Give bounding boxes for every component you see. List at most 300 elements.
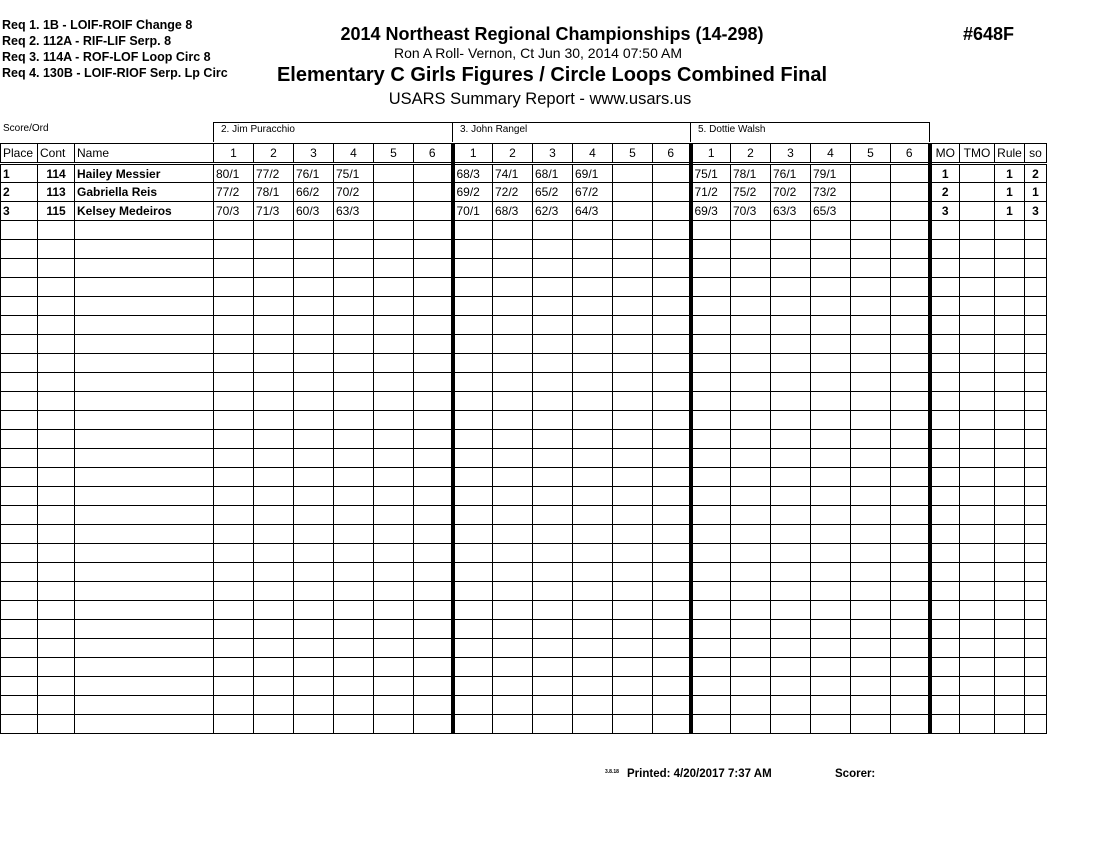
empty-cell xyxy=(811,658,851,677)
empty-cell xyxy=(995,449,1025,468)
empty-cell xyxy=(653,449,691,468)
empty-cell xyxy=(851,392,891,411)
empty-cell xyxy=(533,639,573,658)
empty-cell xyxy=(414,544,453,563)
empty-cell xyxy=(613,392,653,411)
score-cell xyxy=(613,183,653,202)
scorer-label: Scorer: xyxy=(835,768,876,780)
empty-cell xyxy=(960,278,995,297)
empty-cell xyxy=(731,335,771,354)
empty-cell xyxy=(453,411,493,430)
empty-cell xyxy=(1,563,38,582)
empty-cell xyxy=(811,601,851,620)
empty-cell xyxy=(573,468,613,487)
empty-cell xyxy=(851,316,891,335)
empty-cell xyxy=(214,696,254,715)
empty-cell xyxy=(960,373,995,392)
empty-cell xyxy=(334,392,374,411)
empty-cell xyxy=(254,506,294,525)
j2-fig-1: 1 xyxy=(453,144,493,164)
empty-cell xyxy=(493,506,533,525)
empty-cell xyxy=(811,544,851,563)
empty-cell xyxy=(960,221,995,240)
empty-cell xyxy=(995,620,1025,639)
empty-cell xyxy=(414,620,453,639)
empty-cell xyxy=(214,677,254,696)
empty-row xyxy=(1,639,1047,658)
empty-cell xyxy=(995,430,1025,449)
empty-cell xyxy=(1025,392,1047,411)
empty-cell xyxy=(75,639,214,658)
empty-cell xyxy=(960,544,995,563)
empty-cell xyxy=(851,278,891,297)
empty-cell xyxy=(214,544,254,563)
empty-cell xyxy=(891,620,930,639)
empty-cell xyxy=(891,468,930,487)
table-row xyxy=(1,202,1047,221)
empty-row xyxy=(1,506,1047,525)
empty-cell xyxy=(493,658,533,677)
empty-cell xyxy=(960,449,995,468)
event-number: #648F xyxy=(963,24,1015,44)
score-cell: 69/1 xyxy=(573,164,613,183)
requirement-3: Req 3. 114A - ROF-LOF Loop Circ 8 xyxy=(2,50,211,64)
empty-cell xyxy=(374,354,414,373)
empty-cell xyxy=(214,259,254,278)
empty-cell xyxy=(414,696,453,715)
empty-cell xyxy=(374,297,414,316)
empty-cell xyxy=(214,487,254,506)
empty-cell xyxy=(891,449,930,468)
empty-cell xyxy=(995,240,1025,259)
empty-cell xyxy=(771,221,811,240)
empty-cell xyxy=(334,221,374,240)
empty-cell xyxy=(811,392,851,411)
score-cell xyxy=(374,202,414,221)
empty-cell xyxy=(374,506,414,525)
empty-cell xyxy=(573,658,613,677)
empty-cell xyxy=(930,487,960,506)
empty-row xyxy=(1,278,1047,297)
empty-cell xyxy=(771,506,811,525)
empty-cell xyxy=(613,297,653,316)
empty-cell xyxy=(731,544,771,563)
empty-cell xyxy=(254,316,294,335)
empty-cell xyxy=(691,468,731,487)
empty-cell xyxy=(214,392,254,411)
empty-cell xyxy=(573,506,613,525)
empty-cell xyxy=(294,449,334,468)
empty-cell xyxy=(573,278,613,297)
empty-cell xyxy=(533,221,573,240)
score-cell: 65/3 xyxy=(811,202,851,221)
empty-cell xyxy=(493,373,533,392)
empty-cell xyxy=(891,563,930,582)
empty-cell xyxy=(653,335,691,354)
empty-cell xyxy=(731,354,771,373)
score-cell: 65/2 xyxy=(533,183,573,202)
empty-cell xyxy=(294,392,334,411)
empty-cell xyxy=(573,715,613,734)
empty-cell xyxy=(533,259,573,278)
empty-cell xyxy=(653,240,691,259)
empty-cell xyxy=(294,544,334,563)
empty-row xyxy=(1,316,1047,335)
empty-cell xyxy=(453,449,493,468)
empty-cell xyxy=(214,506,254,525)
empty-cell xyxy=(930,582,960,601)
empty-cell xyxy=(930,601,960,620)
empty-cell xyxy=(254,335,294,354)
empty-cell xyxy=(995,221,1025,240)
empty-cell xyxy=(995,468,1025,487)
empty-cell xyxy=(851,715,891,734)
empty-cell xyxy=(254,468,294,487)
empty-cell xyxy=(891,240,930,259)
empty-cell xyxy=(811,259,851,278)
empty-cell xyxy=(613,468,653,487)
empty-cell xyxy=(930,525,960,544)
score-cell xyxy=(851,164,891,183)
empty-cell xyxy=(254,259,294,278)
empty-cell xyxy=(75,449,214,468)
empty-cell xyxy=(374,582,414,601)
empty-cell xyxy=(573,544,613,563)
empty-cell xyxy=(1,221,38,240)
empty-cell xyxy=(1025,658,1047,677)
empty-cell xyxy=(573,601,613,620)
empty-cell xyxy=(75,601,214,620)
empty-cell xyxy=(254,392,294,411)
empty-cell xyxy=(1,677,38,696)
empty-cell xyxy=(811,487,851,506)
empty-cell xyxy=(691,278,731,297)
empty-cell xyxy=(573,392,613,411)
empty-cell xyxy=(771,240,811,259)
empty-cell xyxy=(851,658,891,677)
empty-cell xyxy=(851,335,891,354)
empty-cell xyxy=(851,449,891,468)
empty-cell xyxy=(573,316,613,335)
empty-cell xyxy=(374,525,414,544)
empty-row xyxy=(1,715,1047,734)
empty-cell xyxy=(493,411,533,430)
empty-cell xyxy=(1,525,38,544)
empty-cell xyxy=(254,696,294,715)
empty-cell xyxy=(75,582,214,601)
empty-cell xyxy=(573,449,613,468)
empty-cell xyxy=(254,278,294,297)
empty-cell xyxy=(691,639,731,658)
empty-cell xyxy=(493,677,533,696)
empty-cell xyxy=(930,316,960,335)
empty-cell xyxy=(995,297,1025,316)
empty-cell xyxy=(1,392,38,411)
empty-cell xyxy=(334,316,374,335)
empty-cell xyxy=(75,392,214,411)
empty-cell xyxy=(493,240,533,259)
judge-header-2: 3. John Rangel xyxy=(452,122,691,142)
empty-cell xyxy=(1025,677,1047,696)
place-cell: 3 xyxy=(1,202,38,221)
empty-cell xyxy=(294,487,334,506)
empty-cell xyxy=(1,240,38,259)
empty-cell xyxy=(1,430,38,449)
score-cell: 70/1 xyxy=(453,202,493,221)
empty-cell xyxy=(691,221,731,240)
empty-cell xyxy=(811,354,851,373)
empty-cell xyxy=(960,601,995,620)
empty-cell xyxy=(533,316,573,335)
empty-cell xyxy=(771,696,811,715)
empty-cell xyxy=(214,563,254,582)
empty-cell xyxy=(334,335,374,354)
empty-cell xyxy=(930,468,960,487)
empty-cell xyxy=(771,544,811,563)
empty-cell xyxy=(214,715,254,734)
empty-cell xyxy=(613,525,653,544)
empty-cell xyxy=(38,354,75,373)
version-label: 3.8.18 xyxy=(605,769,619,775)
empty-cell xyxy=(653,430,691,449)
empty-cell xyxy=(960,240,995,259)
empty-cell xyxy=(1025,696,1047,715)
venue-datetime: Ron A Roll- Vernon, Ct Jun 30, 2014 07:50 AM xyxy=(394,45,682,61)
empty-cell xyxy=(75,335,214,354)
empty-cell xyxy=(294,715,334,734)
empty-cell xyxy=(995,392,1025,411)
empty-cell xyxy=(731,411,771,430)
empty-cell xyxy=(374,658,414,677)
empty-cell xyxy=(930,696,960,715)
empty-cell xyxy=(691,677,731,696)
empty-cell xyxy=(334,240,374,259)
empty-cell xyxy=(1,335,38,354)
empty-cell xyxy=(930,411,960,430)
empty-cell xyxy=(1025,468,1047,487)
empty-cell xyxy=(294,411,334,430)
empty-cell xyxy=(414,221,453,240)
empty-cell xyxy=(38,506,75,525)
empty-cell xyxy=(771,563,811,582)
empty-cell xyxy=(653,525,691,544)
empty-cell xyxy=(38,316,75,335)
empty-cell xyxy=(811,639,851,658)
empty-cell xyxy=(334,620,374,639)
empty-cell xyxy=(294,506,334,525)
empty-cell xyxy=(334,278,374,297)
empty-cell xyxy=(1,639,38,658)
empty-cell xyxy=(573,354,613,373)
score-cell: 63/3 xyxy=(334,202,374,221)
empty-cell xyxy=(1025,373,1047,392)
empty-row xyxy=(1,430,1047,449)
empty-cell xyxy=(493,316,533,335)
empty-cell xyxy=(294,373,334,392)
empty-cell xyxy=(731,620,771,639)
empty-cell xyxy=(851,620,891,639)
empty-cell xyxy=(374,677,414,696)
empty-cell xyxy=(891,316,930,335)
empty-cell xyxy=(573,620,613,639)
empty-cell xyxy=(374,601,414,620)
empty-cell xyxy=(771,259,811,278)
empty-cell xyxy=(653,487,691,506)
empty-cell xyxy=(653,259,691,278)
empty-cell xyxy=(960,354,995,373)
empty-cell xyxy=(851,411,891,430)
empty-cell xyxy=(691,696,731,715)
empty-cell xyxy=(1,411,38,430)
empty-cell xyxy=(691,449,731,468)
empty-cell xyxy=(771,430,811,449)
empty-cell xyxy=(891,259,930,278)
empty-cell xyxy=(573,240,613,259)
empty-cell xyxy=(573,563,613,582)
score-cell: 63/3 xyxy=(771,202,811,221)
empty-cell xyxy=(960,392,995,411)
rule-cell: 1 xyxy=(995,164,1025,183)
score-cell: 70/2 xyxy=(771,183,811,202)
score-cell: 69/2 xyxy=(453,183,493,202)
empty-cell xyxy=(254,354,294,373)
empty-cell xyxy=(214,240,254,259)
empty-cell xyxy=(930,335,960,354)
judge-header-1: 2. Jim Puracchio xyxy=(213,122,453,142)
empty-cell xyxy=(254,449,294,468)
score-cell: 73/2 xyxy=(811,183,851,202)
j1-fig-3: 3 xyxy=(294,144,334,164)
empty-cell xyxy=(214,411,254,430)
empty-cell xyxy=(960,677,995,696)
empty-cell xyxy=(493,468,533,487)
score-cell: 76/1 xyxy=(771,164,811,183)
empty-cell xyxy=(731,525,771,544)
score-cell xyxy=(414,164,453,183)
empty-cell xyxy=(254,297,294,316)
score-cell xyxy=(613,164,653,183)
empty-cell xyxy=(891,221,930,240)
empty-cell xyxy=(294,677,334,696)
empty-cell xyxy=(653,221,691,240)
empty-cell xyxy=(38,601,75,620)
empty-cell xyxy=(334,582,374,601)
empty-cell xyxy=(374,430,414,449)
results-table xyxy=(0,143,1047,734)
empty-cell xyxy=(811,335,851,354)
empty-cell xyxy=(493,525,533,544)
empty-cell xyxy=(493,449,533,468)
empty-cell xyxy=(75,430,214,449)
empty-cell xyxy=(414,411,453,430)
empty-cell xyxy=(38,677,75,696)
empty-cell xyxy=(294,297,334,316)
empty-cell xyxy=(691,411,731,430)
empty-cell xyxy=(38,582,75,601)
empty-cell xyxy=(453,354,493,373)
empty-cell xyxy=(573,582,613,601)
empty-cell xyxy=(533,582,573,601)
empty-cell xyxy=(613,601,653,620)
empty-cell xyxy=(691,620,731,639)
empty-row xyxy=(1,677,1047,696)
empty-cell xyxy=(930,506,960,525)
empty-cell xyxy=(1,582,38,601)
empty-cell xyxy=(995,278,1025,297)
empty-cell xyxy=(294,601,334,620)
empty-cell xyxy=(414,316,453,335)
empty-cell xyxy=(930,430,960,449)
empty-cell xyxy=(653,506,691,525)
empty-cell xyxy=(334,354,374,373)
empty-cell xyxy=(38,696,75,715)
score-cell xyxy=(653,202,691,221)
empty-cell xyxy=(573,430,613,449)
empty-cell xyxy=(995,506,1025,525)
empty-cell xyxy=(414,392,453,411)
empty-cell xyxy=(533,240,573,259)
event-title: Elementary C Girls Figures / Circle Loops Combined Final xyxy=(276,64,828,86)
empty-cell xyxy=(374,240,414,259)
so-cell: 2 xyxy=(1025,164,1047,183)
empty-cell xyxy=(453,544,493,563)
empty-cell xyxy=(414,354,453,373)
empty-cell xyxy=(493,297,533,316)
empty-cell xyxy=(851,506,891,525)
empty-cell xyxy=(294,221,334,240)
empty-cell xyxy=(453,658,493,677)
empty-cell xyxy=(533,487,573,506)
empty-row xyxy=(1,696,1047,715)
empty-cell xyxy=(771,354,811,373)
j1-fig-4: 4 xyxy=(334,144,374,164)
empty-cell xyxy=(38,544,75,563)
empty-cell xyxy=(38,221,75,240)
empty-cell xyxy=(771,449,811,468)
empty-cell xyxy=(254,525,294,544)
empty-cell xyxy=(960,297,995,316)
empty-cell xyxy=(573,297,613,316)
score-cell xyxy=(414,183,453,202)
empty-cell xyxy=(294,696,334,715)
empty-cell xyxy=(891,696,930,715)
empty-cell xyxy=(653,354,691,373)
empty-cell xyxy=(414,525,453,544)
empty-cell xyxy=(731,297,771,316)
empty-cell xyxy=(731,392,771,411)
empty-cell xyxy=(995,677,1025,696)
empty-cell xyxy=(254,373,294,392)
empty-cell xyxy=(214,354,254,373)
empty-cell xyxy=(811,677,851,696)
empty-row xyxy=(1,259,1047,278)
empty-cell xyxy=(493,354,533,373)
empty-cell xyxy=(995,696,1025,715)
empty-cell xyxy=(374,696,414,715)
empty-cell xyxy=(75,373,214,392)
score-cell: 68/3 xyxy=(493,202,533,221)
empty-cell xyxy=(653,601,691,620)
place-cell: 1 xyxy=(1,164,38,183)
score-cell xyxy=(374,164,414,183)
empty-cell xyxy=(811,449,851,468)
empty-row xyxy=(1,563,1047,582)
empty-cell xyxy=(533,658,573,677)
empty-cell xyxy=(811,411,851,430)
empty-cell xyxy=(891,297,930,316)
empty-cell xyxy=(851,544,891,563)
empty-cell xyxy=(691,715,731,734)
